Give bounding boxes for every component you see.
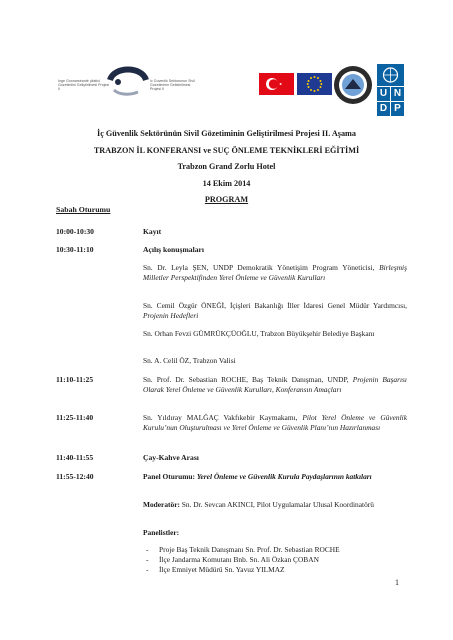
speaker: Sn. A. Celil ÖZ, Trabzon Valisi <box>143 356 236 365</box>
time-slot: 10:30-11:10 <box>56 245 94 254</box>
agenda-item: Açılış konuşmaları <box>143 245 204 254</box>
time-slot: 11:25-11:40 <box>56 413 94 422</box>
speaker-entry <box>143 413 407 433</box>
header-logos <box>0 62 453 122</box>
time-slot: 10:00-10:30 <box>56 227 94 236</box>
program-heading: PROGRAM <box>204 195 249 204</box>
undp-logo <box>377 64 404 118</box>
speech-topic: Projenin Başarısı Olarak Yerel Önleme ve Güvenlik Kurulları, Konferansın Amaçları <box>143 375 407 395</box>
time-slot: 11:10-11:25 <box>56 375 94 384</box>
undp-letter-u: U <box>377 87 390 101</box>
event-date: 14 Ekim 2014 <box>202 178 251 188</box>
panel-entry <box>143 472 407 482</box>
ministry-seal-icon <box>333 65 373 105</box>
page-number: 1 <box>395 578 399 587</box>
speech-topic: Pilot Yerel Önleme ve Güvenlik Kurulu’nun Oluşturulması ve Yerel Önleme ve Güvenlik Planı’nın Hazırlanması <box>143 413 407 433</box>
moderator-name: Sn. Dr. Sevcan AKINCI, Pilot Uygulamalar Ulusal Koordinatörü <box>181 500 374 509</box>
project-logo-caption-right: Ic Guvenlik Sektorunun Sivil Gozetiminin Gelistirilmesi Projesi II <box>150 79 195 92</box>
list-item: - İlçe Emniyet Müdürü Sn. Yavuz YILMAZ <box>143 565 407 575</box>
speaker-entry <box>143 356 407 366</box>
undp-letter-d: D <box>377 102 390 116</box>
un-emblem-icon <box>377 64 404 86</box>
speaker: Sn. Yıldıray MALĞAÇ Vakfıkebir Kaymakamı, <box>143 413 298 422</box>
speech-topic: Birleşmiş Milletler Perspektifinden Yerel Önleme ve Güvenlik Kurulları <box>143 263 407 283</box>
panelists-list <box>143 545 407 576</box>
time-slot: 11:40-11:55 <box>56 453 94 462</box>
speaker: Sn. Dr. Leyla ŞEN, UNDP Demokratik Yönetişim Program Yöneticisi, <box>143 263 375 272</box>
list-item: - Proje Baş Teknik Danışmanı Sn. Prof. Dr. Sebastian ROCHE <box>143 545 407 555</box>
project-logo-caption-left: Inge Gunnarséanté çifatiııl Gozetimlini Geliştirilmesi Projesi II <box>58 79 110 92</box>
venue: Trabzon Grand Zorlu Hotel <box>177 162 276 171</box>
panel-topic: Yerel Önleme ve Güvenlik Kurula Paydaşlarının katkıları <box>196 472 372 481</box>
turkish-flag-icon <box>259 73 294 95</box>
moderator-entry <box>143 500 407 510</box>
panelists-label: Panelistler: <box>143 528 180 537</box>
list-item: - İlçe Jandarma Komutanı Bnb. Sn. Ali Özkan ÇOBAN <box>143 555 407 565</box>
speaker-entry <box>143 375 407 395</box>
eu-flag-icon <box>297 73 332 95</box>
speaker: Sn. Cemil Özgür ÖNEĞİ, İçişleri Bakanlığı İller İdaresi Genel Müdür Yardımcısı, <box>143 301 407 310</box>
undp-letter-n: N <box>391 87 404 101</box>
speaker-entry <box>143 329 407 339</box>
speaker: Sn. Orhan Fevzi GÜMRÜKÇÜOĞLU, Trabzon Büyükşehir Belediye Başkanı <box>143 329 375 338</box>
speaker-entry <box>143 263 407 283</box>
conference-title: TRABZON İL KONFERANSI ve SUÇ ÖNLEME TEKNİKLERİ EĞİTİMİ <box>93 145 360 155</box>
panel-label: Panel Oturumu: <box>143 472 195 481</box>
title-block <box>0 126 453 209</box>
agenda-item: Çay-Kahve Arası <box>143 453 199 462</box>
project-logo <box>58 62 198 102</box>
time-slot: 11:55-12:40 <box>56 472 94 481</box>
speaker-entry <box>143 301 407 321</box>
agenda-item: Kayıt <box>143 227 162 236</box>
speech-topic: Projenin Hedefleri <box>143 311 199 321</box>
speaker: Sn. Prof. Dr. Sebastian ROCHE, Baş Teknik Danışman, UNDP, <box>143 375 349 384</box>
session-heading: Sabah Oturumu <box>56 205 111 214</box>
moderator-label: Moderatör: <box>143 500 180 509</box>
project-title: İç Güvenlik Sektörünün Sivil Gözetiminin Geliştirilmesi Projesi II. Aşama <box>97 129 356 138</box>
undp-letter-p: P <box>391 102 404 116</box>
